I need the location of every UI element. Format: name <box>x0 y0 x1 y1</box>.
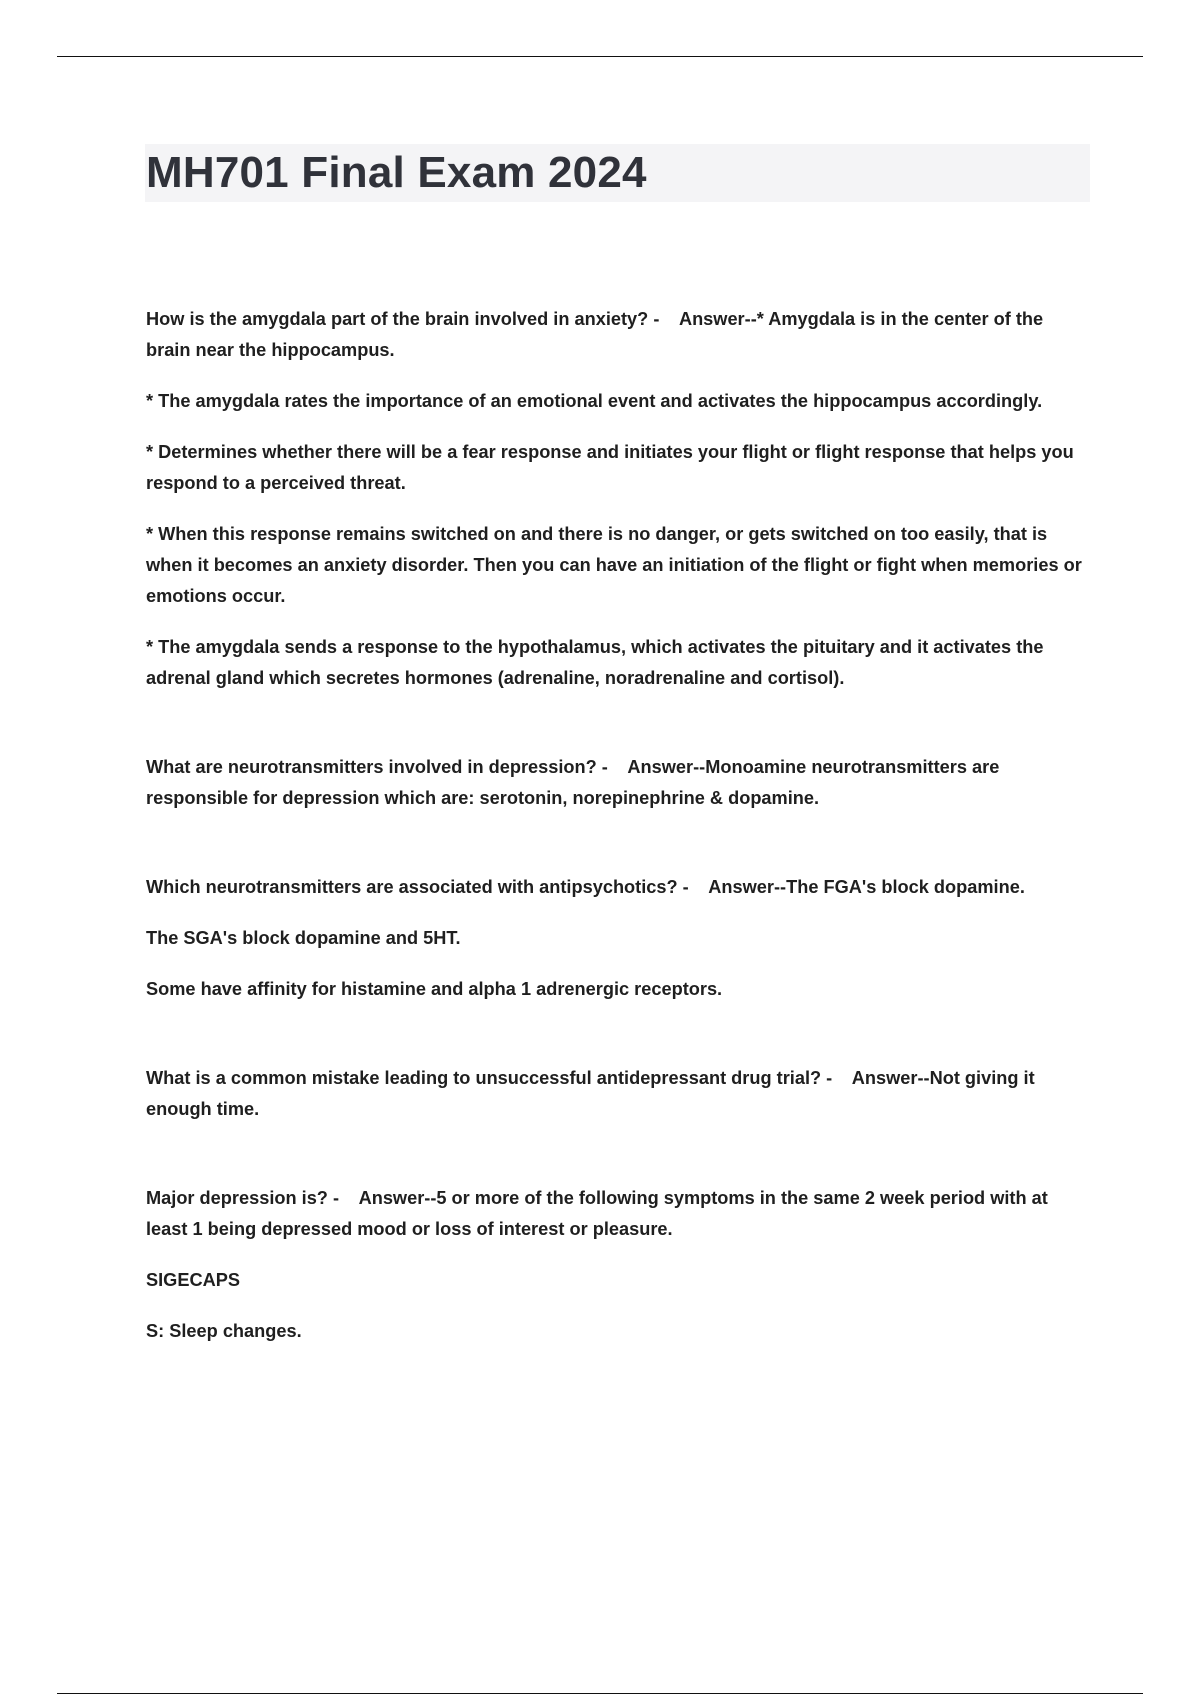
answer-line: S: Sleep changes. <box>146 1321 302 1341</box>
document-body <box>146 304 1091 1347</box>
answer-prefix: Answer-- <box>358 1188 437 1208</box>
answer-line: SIGECAPS <box>146 1270 240 1290</box>
question-text: Major depression is? - <box>146 1188 340 1208</box>
answer-prefix: Answer-- <box>851 1068 930 1088</box>
answer-line: * Determines whether there will be a fear response and initiates your flight or flight response that helps you respond to a perceived threat. <box>146 442 1074 493</box>
question-text: What is a common mistake leading to unsuccessful antidepressant drug trial? - <box>146 1068 833 1088</box>
answer-prefix: Answer-- <box>627 757 706 777</box>
question-text: How is the amygdala part of the brain involved in anxiety? - <box>146 309 660 329</box>
bottom-rule <box>57 1693 1143 1694</box>
question-line <box>146 1063 1091 1125</box>
answer-text: 5 or more of the following symptoms in the same 2 week period with at least 1 being depressed mood or loss of interest or pleasure. <box>146 1188 1048 1239</box>
question-line <box>146 304 1091 366</box>
answer-text: Not giving it enough time. <box>146 1068 1035 1119</box>
qa-block <box>146 752 1091 814</box>
answer-line: * When this response remains switched on and there is no danger, or gets switched on too easily, that is when it becomes an anxiety disorder. Then you can have an initiation of the flight or fight when memories or emotions occur. <box>146 524 1082 606</box>
top-rule <box>57 56 1143 57</box>
answer-text: The FGA's block dopamine. <box>786 877 1025 897</box>
answer-text: Monoamine neurotransmitters are responsible for depression which are: serotonin, norepinephrine & dopamine. <box>146 757 1000 808</box>
qa-block <box>146 1183 1091 1347</box>
question-line <box>146 872 1091 903</box>
qa-block <box>146 872 1091 1005</box>
qa-block <box>146 1063 1091 1125</box>
answer-prefix: Answer-- <box>708 877 787 897</box>
answer-prefix: Answer-- <box>678 309 757 329</box>
qa-block <box>146 304 1091 694</box>
question-text: What are neurotransmitters involved in depression? - <box>146 757 608 777</box>
question-line <box>146 752 1091 814</box>
question-line <box>146 1183 1091 1245</box>
document-title: MH701 Final Exam 2024 <box>146 148 647 197</box>
question-text: Which neurotransmitters are associated with antipsychotics? - <box>146 877 689 897</box>
answer-line: The SGA's block dopamine and 5HT. <box>146 928 461 948</box>
answer-line: * The amygdala rates the importance of an emotional event and activates the hippocampus accordingly. <box>146 391 1043 411</box>
answer-line: * The amygdala sends a response to the hypothalamus, which activates the pituitary and it activates the adrenal gland which secretes hormones (adrenaline, noradrenaline and cortisol). <box>146 637 1044 688</box>
answer-text: * Amygdala is in the center of the brain near the hippocampus. <box>146 309 1044 360</box>
answer-line: Some have affinity for histamine and alpha 1 adrenergic receptors. <box>146 979 723 999</box>
